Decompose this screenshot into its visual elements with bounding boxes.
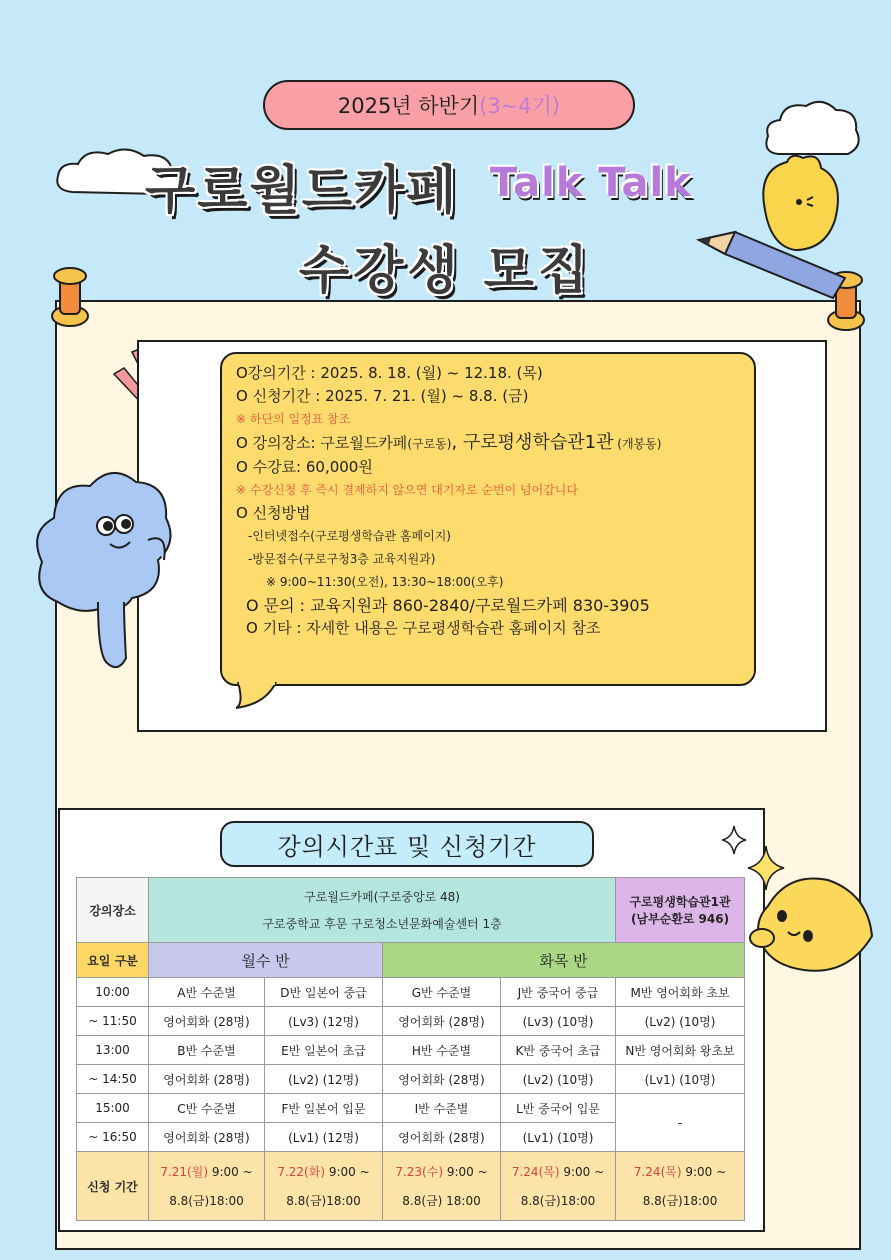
apply-method-title: O 신청방법 [236, 504, 311, 522]
day-header: 요일 구분 [77, 943, 149, 978]
class-detail: (Lv1) (12명) [265, 1123, 383, 1152]
apply-period-header: 신청 기간 [77, 1152, 149, 1221]
class-name: I반 수준별 [383, 1094, 501, 1123]
class-name: M반 영어회화 초보 [616, 978, 745, 1007]
class-name: H반 수준별 [383, 1036, 501, 1065]
apply-end: 8.8(금)18:00 [286, 1194, 361, 1208]
apply-time: 9:00 ~ [681, 1165, 727, 1179]
class-detail: (Lv2) (12명) [265, 1065, 383, 1094]
cafe-directions: 구로중학교 후문 구로청소년문화예술센터 1층 [262, 917, 502, 931]
time-end: ~ 11:50 [77, 1007, 149, 1036]
class-detail: (Lv1) (10명) [616, 1065, 745, 1094]
time-end: ~ 14:50 [77, 1065, 149, 1094]
class-detail: 영어회화 (28명) [149, 1123, 265, 1152]
apply-date: 7.22(화) [277, 1165, 326, 1179]
place-header: 강의장소 [77, 878, 149, 943]
class-detail: 영어회화 (28명) [149, 1007, 265, 1036]
class-name: L반 중국어 입문 [501, 1094, 616, 1123]
class-name: K반 중국어 초급 [501, 1036, 616, 1065]
class-name: E반 일본어 초급 [265, 1036, 383, 1065]
info-speech-bubble [220, 352, 756, 686]
place-library: , 구로평생학습관1관 [451, 432, 614, 453]
class-name: A반 수준별 [149, 978, 265, 1007]
class-detail: (Lv2) (10명) [501, 1065, 616, 1094]
apply-online: -인터넷접수(구로평생학습관 홈페이지) [248, 529, 451, 543]
time-end: ~ 16:50 [77, 1123, 149, 1152]
title-accent: Talk Talk [490, 160, 692, 206]
class-detail: (Lv2) (10명) [616, 1007, 745, 1036]
apply-time: 9:00 ~ [443, 1165, 488, 1179]
class-detail: (Lv3) (12명) [265, 1007, 383, 1036]
visit-hours: ※ 9:00~11:30(오전), 13:30~18:00(오후) [266, 575, 504, 589]
term-highlight: (3~4기) [479, 94, 561, 118]
place-text: O 강의장소: 구로월드카페 [236, 434, 408, 452]
class-name: B반 수준별 [149, 1036, 265, 1065]
time-start: 10:00 [77, 978, 149, 1007]
schedule-note: ※ 하단의 일정표 참조 [236, 412, 351, 426]
schedule-section-title: 강의시간표 및 신청기간 [220, 821, 594, 867]
apply-end: 8.8(금)18:00 [520, 1194, 596, 1208]
apply-period: O 신청기간 : 2025. 7. 21. (월) ~ 8.8. (금) [236, 387, 529, 405]
place-district: (구로동) [407, 437, 452, 451]
apply-end: 8.8(금) 18:00 [402, 1194, 481, 1208]
class-name: C반 수준별 [149, 1094, 265, 1123]
cafe-address: 구로월드카페(구로중앙로 48) [304, 890, 460, 904]
class-name: G반 수준별 [383, 978, 501, 1007]
time-start: 15:00 [77, 1094, 149, 1123]
apply-cell [149, 1152, 265, 1221]
monwed-class-header: 월수 반 [149, 943, 383, 978]
apply-cell [383, 1152, 501, 1221]
apply-date: 7.24(목) [511, 1165, 560, 1179]
class-detail: 영어회화 (28명) [383, 1065, 501, 1094]
class-name: N반 영어회화 왕초보 [616, 1036, 745, 1065]
lecture-place [236, 431, 744, 456]
apply-time: 9:00 ~ [325, 1165, 370, 1179]
contact-info: O 문의 : 교육지원과 860-2840/구로월드카페 830-3905 [246, 596, 650, 615]
class-name: J반 중국어 중급 [501, 978, 616, 1007]
time-start: 13:00 [77, 1036, 149, 1065]
library-address: (남부순환로 946) [630, 912, 730, 926]
yellow-blob-character-illustration [748, 866, 876, 986]
apply-end: 8.8(금)18:00 [169, 1194, 244, 1208]
main-title: 구로월드카페 [145, 161, 459, 221]
term-pill [263, 80, 635, 130]
class-detail: (Lv1) (10명) [501, 1123, 616, 1152]
apply-date: 7.24(목) [633, 1165, 682, 1179]
tuition-fee: O 수강료: 60,000원 [236, 458, 373, 476]
term-text: 2025년 하반기 [337, 94, 480, 118]
apply-visit: -방문접수(구로구청3층 교육지원과) [248, 552, 436, 566]
class-detail: (Lv3) (10명) [501, 1007, 616, 1036]
apply-end: 8.8(금)18:00 [642, 1194, 718, 1208]
class-name: D반 일본어 중급 [265, 978, 383, 1007]
class-detail: 영어회화 (28명) [149, 1065, 265, 1094]
library-name: 구로평생학습관1관 [629, 895, 731, 909]
cafe-location [149, 878, 616, 943]
payment-note: ※ 수강신청 후 즉시 결제하지 않으면 대기자로 순번이 넘어갑니다 [236, 483, 578, 497]
other-info: O 기타 : 자세한 내용은 구로평생학습관 홈페이지 참조 [246, 619, 601, 637]
apply-cell [616, 1152, 745, 1221]
place-library-district: (개봉동) [613, 437, 662, 451]
class-cell-empty: - [616, 1094, 745, 1152]
lecture-period: O강의기간 : 2025. 8. 18. (월) ~ 12.18. (목) [236, 364, 543, 382]
library-location [616, 878, 745, 943]
apply-time: 9:00 ~ [559, 1165, 605, 1179]
apply-date: 7.21(월) [160, 1165, 209, 1179]
schedule-table [76, 877, 745, 1221]
apply-cell [265, 1152, 383, 1221]
class-name: F반 일본어 입문 [265, 1094, 383, 1123]
tuethu-class-header: 화목 반 [383, 943, 745, 978]
apply-date: 7.23(수) [395, 1165, 444, 1179]
bubble-tail [236, 682, 286, 710]
class-detail: 영어회화 (28명) [383, 1123, 501, 1152]
apply-time: 9:00 ~ [208, 1165, 253, 1179]
apply-cell [501, 1152, 616, 1221]
blue-cloud-character-illustration [28, 462, 178, 682]
sub-title: 수강생 모집 [298, 241, 593, 301]
class-detail: 영어회화 (28명) [383, 1007, 501, 1036]
